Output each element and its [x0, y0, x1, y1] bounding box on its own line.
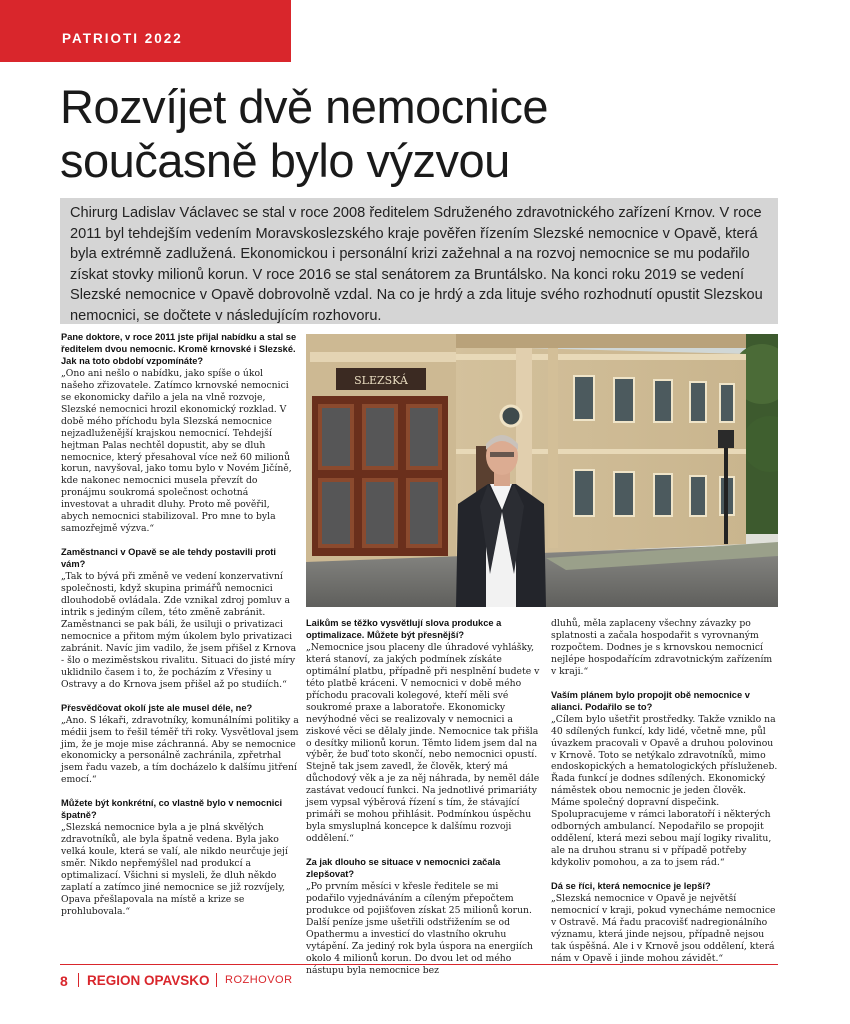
article-title-line-2: současně bylo výzvou: [60, 134, 510, 187]
interview-answer: „Slezská nemocnice v Opavě je největší nemocnicí v kraji, pokud vynecháme nemocnice v Ostravě. Má řadu pracovišť nadregionálního významu, která jinde nejsou, případně nejsou tak úspěšná. Ale i v Krnově jsou oddělení, která nám v Opavě i jinde mohou závidět.“: [551, 893, 776, 964]
interview-answer: „Po prvním měsíci v křesle ředitele se mi podařilo vyjednáváním a cíleným přepočtem produkce od pojišťoven získat 25 milionů korun. Další peníze jsme ušetřili odstřižením se od Opathermu a investicí do vlastního okruhu vytápění. Za jediný rok byla úspora na energiích okolo 4 milionů korun. Do dvou let od mého nástupu byla nemocnice bez: [306, 881, 533, 976]
interview-answer: „Nemocnice jsou placeny dle úhradové vyhlášky, která stanoví, za jakých podmínek získáte optimální platbu, případně při nesplnění budete v této platbě kráceni. V nemocnici v době mého příchodu pracovali kolegové, kteří měli své soukromé praxe a laboratoře. Ekonomicky nevýhodné věci se realizovaly v nemocnici a ziskové věci se dělaly jinde. Nemocnice tak přišla o desítky milionů korun. Těmto lidem jsem dal na výběr, že buď toto skončí, nebo nemocnici opustí. Stejně tak jsem zavedl, že člověk, který má důchodový věk a je za něj náhrada, by neměl dále zastávat vedoucí funkci. Na jednotlivé primariáty jsem vypsal výběrová řízení s tím, že stávající primáři se mohou přihlásit. Podmínkou úspěchu byla smysluplná koncepce k dalšímu rozvoji oddělení.“: [306, 641, 540, 845]
hospital-photo: [306, 334, 778, 607]
interview-question: Laikům se těžko vysvětlují slova produkce a optimalizace. Můžete být přesnější?: [306, 618, 502, 640]
article-title-line-1: Rozvíjet dvě nemocnice: [60, 80, 548, 133]
text-column-2: [306, 618, 540, 989]
section-tag: [0, 0, 291, 62]
section-tag-label: PATRIOTI 2022: [62, 31, 183, 46]
lead-paragraph: Chirurg Ladislav Václavec se stal v roce 2008 ředitelem Sdruženého zdravotnického zařízení Krnov. V roce 2011 byl tehdejším vedením Moravskoslezského kraje pověřen řízením Slezské nemocnice v Opavě, která byla extrémně zadlužená. Ekonomickou i personální krizi zažehnal a na rozvoj nemocnice se mu podařilo získat stovky milionů korun. V roce 2016 se stal senátorem za Bruntálsko. Na konci roku 2019 se vedení Slezské nemocnice v Opavě dobrovolně vzdal. Na co je hrdý a zda lituje svého rozhodnutí opustit Slezskou nemocnici, se dočtete v následujícím rozhovoru.: [70, 205, 763, 324]
text-column-1: [61, 332, 299, 930]
section-name: ROZHOVOR: [225, 974, 293, 986]
interview-answer: „Tak to bývá při změně ve vedení konzervativní společnosti, když skupina primářů nemocnici dlouhodobě ovládala. Zde vznikal zdroj pomluv a intrik s jediným cílem, této změně zabránit. Zaměstnanci se pak báli, že usiluji o privatizaci nemocnice a přitom mým úkolem bylo privatizaci zabránit. Navíc jim vadilo, že jsem přišel z Krnova - šlo o meziměstskou rivalitu. Situaci do jisté míry uklidnilo časem i to, že pocházím z Vřesiny u Ostravy a do Krnova jsem přišel až po studiích.“: [61, 571, 297, 690]
footer-divider: [78, 973, 79, 987]
interview-question: Můžete být konkrétní, co vlastně bylo v nemocnici špatně?: [61, 798, 283, 821]
interview-question: Za jak dlouho se situace v nemocnici začala zlepšovat?: [306, 857, 501, 880]
interview-question: Přesvědčovat okolí jste ale musel déle, ne?: [61, 702, 253, 713]
entrance-sign-text: SLEZSKÁ: [354, 374, 408, 387]
interview-answer: dluhů, měla zaplaceny všechny závazky po splatnosti a začala hospodařit s vyrovnaným rozpočtem. Dodnes je s krnovskou nemocnicí nejlépe hospodařícím zdravotnickým zařízením v kraji.“: [551, 618, 773, 677]
lead-box: [60, 198, 778, 324]
interview-question: Vaším plánem bylo propojit obě nemocnice v alianci. Podařilo se to?: [551, 689, 750, 712]
article-title: [60, 80, 548, 188]
magazine-name: REGION OPAVSKO: [87, 973, 210, 988]
interview-question: Pane doktore, v roce 2011 jste přijal nabídku a stal se ředitelem dvou nemocnic. Kromě krnovské i Slezské. Jak na toto období vzpomínáte?: [61, 332, 297, 366]
interview-question: Dá se říci, která nemocnice je lepší?: [551, 881, 711, 892]
page-number: 8: [60, 973, 68, 989]
text-column-3: [551, 618, 778, 977]
hospital-photo-illustration: [306, 334, 778, 607]
footer-divider: [216, 973, 217, 987]
interview-question: Zaměstnanci v Opavě se ale tehdy postavili proti vám?: [61, 547, 276, 570]
interview-answer: „Slezská nemocnice byla a je plná skvělých zdravotníků, ale byla špatně vedena. Byla jako velká koule, která se valí, ale nikdo neurčuje její směr. Nikdo nepřemýšlel nad produkcí a optimalizací. Všichni si mysleli, že dluh někdo zaplatí a zatímco jiné nemocnice se již rozvíjely, Opava přešlapovala na místě a krize se prohlubovala.“: [61, 822, 288, 917]
interview-answer: „Ono ani nešlo o nabídku, jako spíše o úkol našeho zřizovatele. Zatímco krnovské nemocnici se ekonomicky dařilo a jela na vlně rozvoje, Slezské nemocnici hrozil ekonomický rozklad. V době mého příchodu byla Slezská nemocnice nejzadluženější krajskou nemocnicí. Tehdejší hejtman Palas nechtěl dopustit, aby se dluh nemocnice, který přesahoval více než 60 milionů korun, navyšoval, jako tomu bylo v Novém Jičíně, kde nakonec nemocnici musela převzít do pronájmu soukromá společnost ochotná investovat a uhradit dluhy. Proto mě pověřil, abych nemocnici stabilizoval. Pro mne to byla samozřejmě výzva.“: [61, 367, 292, 535]
interview-answer: „Ano. S lékaři, zdravotníky, komunálními politiky a médii jsem to řešil téměř tři roky. Vysvětloval jsem jim, že je moje mise záchranná. Aby se nemocnice ekonomicky a personálně zachránila, zpřetrhal jsem řadu vazeb, a tím docházelo k dalšímu jitření emocí.“: [61, 714, 299, 786]
page-footer: [60, 964, 778, 991]
interview-answer: „Cílem bylo ušetřit prostředky. Takže vzniklo na 40 sdílených funkcí, kdy lidé, včetně mne, půl úvazkem pracovali v Opavě a druhou polovinou v Krnově. Toto se netýkalo zdravotníků, mimo endoskopických a hematologických přísluženeb. Řada funkcí je dodnes sdílených. Ekonomický náměstek obou nemocnic je jeden člověk. Máme společný dopravní dispečink. Spolupracujeme v rámci laboratoří i některých odborných ambulancí. Nepodařilo se propojit oddělení, která mezi sebou mají logiky rivalitu, ale na druhou stranu si v případě potřeby kdykoliv pomohou, a za to jsem rád.“: [551, 713, 778, 869]
